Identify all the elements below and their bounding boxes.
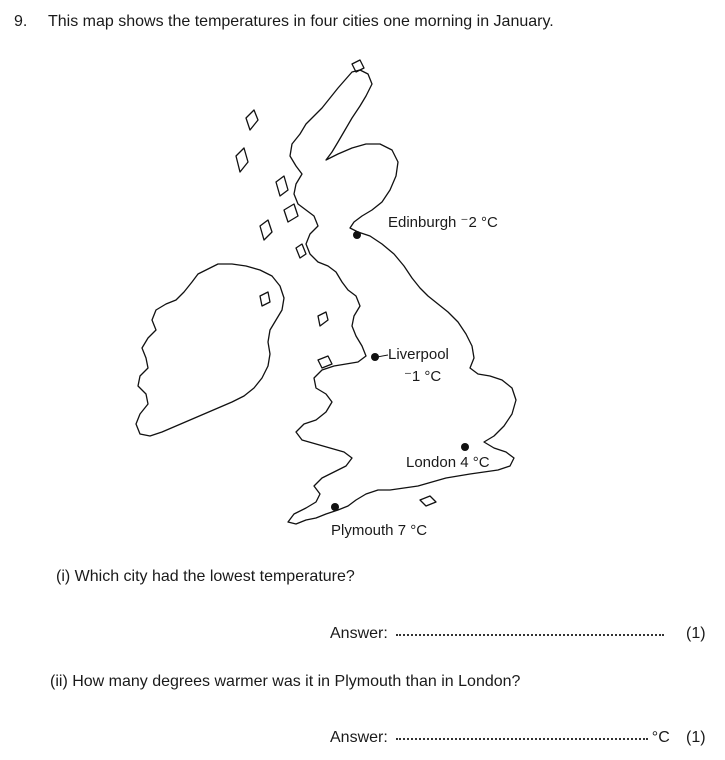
part-i-question: (i) Which city had the lowest temperature?	[56, 568, 355, 585]
skye	[284, 204, 298, 222]
liverpool-label: Liverpool	[388, 346, 449, 363]
part-i-answer-label: Answer:	[330, 625, 388, 642]
part-i-marks: (1)	[686, 625, 706, 642]
liverpool-temp-label: ⁻1 °C	[404, 368, 442, 385]
part-ii-answer-label: Answer:	[330, 729, 388, 746]
plymouth-label: Plymouth 7 °C	[331, 522, 428, 539]
plymouth-dot	[331, 503, 339, 511]
hebrides-2	[236, 148, 248, 172]
part-ii-answer-line	[330, 729, 670, 747]
arran	[296, 244, 306, 258]
hebrides-3	[260, 220, 272, 240]
ireland-outline	[136, 264, 284, 436]
part-ii-question: (ii) How many degrees warmer was it in Plymouth than in London?	[50, 673, 521, 690]
london-dot	[461, 443, 469, 451]
part-i-answer-line	[330, 625, 664, 643]
anglesey	[318, 356, 332, 368]
part-ii-marks: (1)	[686, 729, 706, 746]
hebrides-1	[246, 110, 258, 130]
hebrides-4	[276, 176, 288, 196]
part-ii-unit: °C	[651, 729, 670, 746]
edinburgh-dot	[353, 231, 361, 239]
london-label: London 4 °C	[406, 454, 490, 471]
part-i-answer-field[interactable]	[396, 633, 664, 636]
isle-of-wight	[420, 496, 436, 506]
small-island	[260, 292, 270, 306]
isle-of-man	[318, 312, 328, 326]
part-ii-answer-field[interactable]	[396, 737, 648, 740]
question-text: This map shows the temperatures in four cities one morning in January.	[48, 13, 554, 30]
question-number: 9.	[14, 13, 28, 30]
edinburgh-label: Edinburgh ⁻2 °C	[388, 214, 498, 231]
